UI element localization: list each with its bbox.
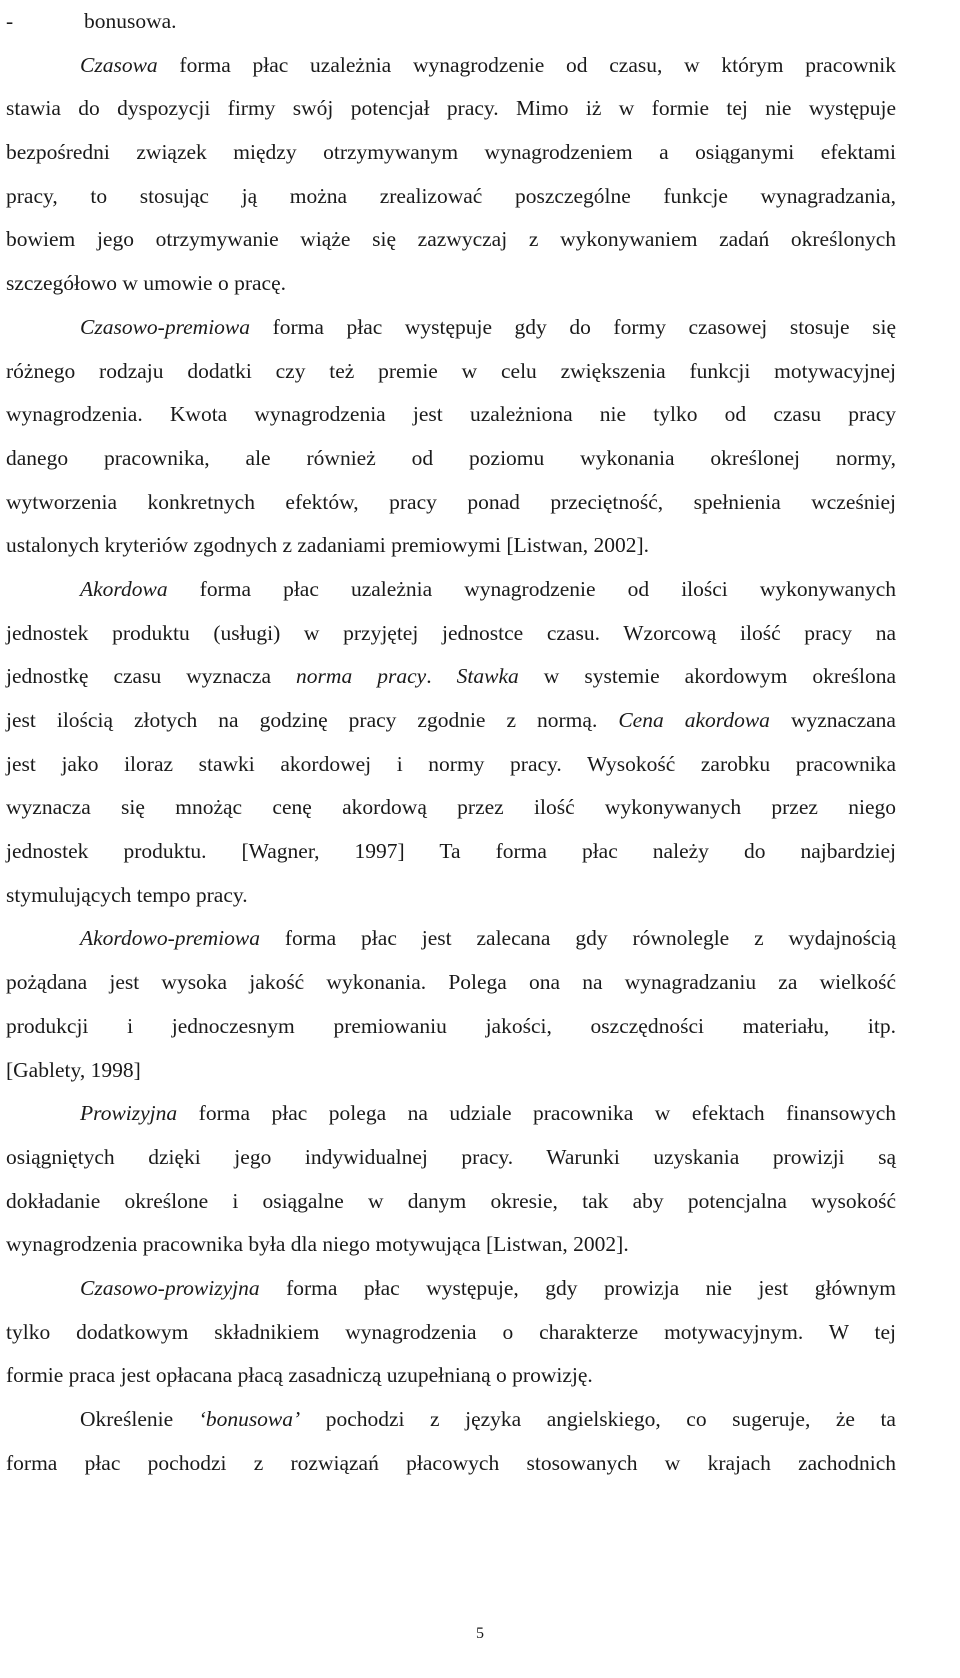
text-line: jest ilością złotych na godzinę pracy zgodnie z normą. Cena akordowa wyznaczana	[6, 708, 896, 732]
text-line: Akordowa forma płac uzależnia wynagrodzenie od ilości wykonywanych	[80, 576, 896, 601]
term-czasowa: Czasowa	[80, 52, 158, 77]
text-line: Prowizyjna forma płac polega na udziale pracownika w efektach finansowych	[80, 1101, 896, 1126]
text-line: pożądana jest wysoka jakość wykonania. Polega ona na wynagradzaniu za wielkość	[6, 970, 896, 995]
term-czasowo-premiowa: Czasowo-premiowa	[80, 314, 251, 339]
text-line: bezpośredni związek między otrzymywanym wynagrodzeniem a osiąganymi efektami	[6, 140, 896, 165]
text-line: wynagrodzenia pracownika była dla niego motywująca [Listwan, 2002].	[6, 1232, 629, 1257]
text-line: jednostek produktu. [Wagner, 1997] Ta forma płac należy do najbardziej	[6, 839, 896, 864]
term-akordowo-premiowa: Akordowo-premiowa	[80, 926, 260, 951]
text-line: tylko dodatkowym składnikiem wynagrodzenia o charakterze motywacyjnym. W tej	[6, 1319, 896, 1344]
text-line: danego pracownika, ale również od poziomu wykonania określonej normy,	[6, 445, 896, 470]
bullet-dash: -	[6, 9, 14, 33]
text-line: Czasowo-prowizyjna forma płac występuje, gdy prowizja nie jest głównym	[80, 1275, 896, 1300]
text-line: osiągniętych dzięki jego indywidualnej pracy. Warunki uzyskania prowizji są	[6, 1144, 896, 1169]
term-akordowa: Akordowa	[80, 576, 168, 601]
text-line: wynagrodzenia. Kwota wynagrodzenia jest uzależniona nie tylko od czasu pracy	[6, 402, 896, 427]
text-line: stymulujących tempo pracy.	[6, 882, 248, 907]
text-line	[6, 0, 896, 44]
text-line: Określenie ‘bonusowa’ pochodzi z języka angielskiego, co sugeruje, że ta	[80, 1407, 896, 1431]
document-page	[6, 0, 896, 1485]
text-line: ustalonych kryteriów zgodnych z zadaniami premiowymi [Listwan, 2002].	[6, 533, 650, 558]
text-line: jest jako iloraz stawki akordowej i normy pracy. Wysokość zarobku pracownika	[6, 751, 896, 776]
text-line: jednostek produktu (usługi) w przyjętej jednostce czasu. Wzorcową ilość pracy na	[6, 620, 896, 645]
text-line: stawia do dyspozycji firmy swój potencjał pracy. Mimo iż w formie tej nie występuje	[6, 96, 896, 121]
term-stawka: Stawka	[456, 664, 519, 689]
page-number: 5	[476, 1625, 484, 1642]
term-prowizyjna: Prowizyjna	[80, 1101, 178, 1126]
term-cena-akordowa: Cena akordowa	[618, 708, 770, 732]
term-bonusowa: ‘bonusowa’	[198, 1407, 301, 1431]
text-line: bowiem jego otrzymywanie wiąże się zazwyczaj z wykonywaniem zadań określonych	[6, 227, 896, 252]
text-line: forma płac pochodzi z rozwiązań płacowych stosowanych w krajach zachodnich	[6, 1450, 896, 1475]
text-line: różnego rodzaju dodatki czy też premie w celu zwiększenia funkcji motywacyjnej	[6, 358, 896, 383]
text-line: jednostkę czasu wyznacza norma pracy. Stawka w systemie akordowym określona	[6, 664, 897, 689]
text-line: szczegółowo w umowie o pracę.	[6, 271, 286, 296]
text-line: Czasowo-premiowa forma płac występuje gdy do formy czasowej stosuje się	[80, 314, 896, 339]
text-line: dokładanie określone i osiągalne w danym okresie, tak aby potencjalna wysokość	[6, 1188, 896, 1213]
text-line: produkcji i jednoczesnym premiowaniu jakości, oszczędności materiału, itp.	[6, 1013, 896, 1038]
list-item: bonusowa.	[84, 9, 177, 33]
text-line: Czasowa forma płac uzależnia wynagrodzenie od czasu, w którym pracownik	[80, 52, 896, 77]
text-line: wyznacza się mnożąc cenę akordową przez ilość wykonywanych przez niego	[6, 795, 896, 820]
term-czasowo-prowizyjna: Czasowo-prowizyjna	[80, 1275, 260, 1300]
text-line: Akordowo-premiowa forma płac jest zalecana gdy równolegle z wydajnością	[80, 926, 896, 951]
text-line: wytworzenia konkretnych efektów, pracy ponad przeciętność, spełnienia wcześniej	[6, 489, 896, 514]
text-line: [Gablety, 1998]	[6, 1057, 141, 1082]
text-line: pracy, to stosując ją można zrealizować poszczególne funkcje wynagradzania,	[6, 183, 896, 208]
term-norma-pracy: norma pracy	[296, 664, 427, 689]
text-line: formie praca jest opłacana płacą zasadniczą uzupełnianą o prowizję.	[6, 1363, 593, 1388]
